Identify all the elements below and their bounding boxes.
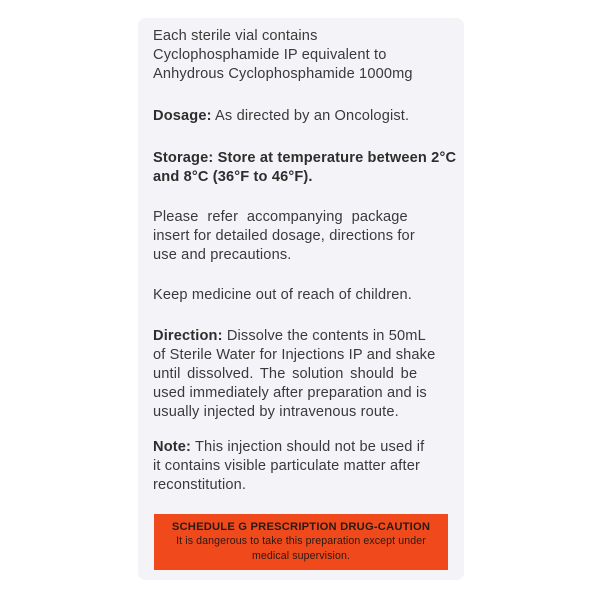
storage-line: Storage: Store at temperature between 2°C	[153, 150, 457, 166]
dosage-text	[153, 107, 448, 126]
direction-line: Dissolve the contents in 50mL	[222, 328, 426, 344]
composition-line: Each sterile vial contains	[153, 28, 318, 44]
note-line: reconstitution.	[153, 477, 247, 493]
storage-line: and 8°C (36°F to 46°F).	[153, 169, 313, 185]
note-text	[153, 438, 448, 495]
dosage-heading: Dosage:	[153, 108, 212, 124]
dosage-value: As directed by an Oncologist.	[211, 108, 410, 124]
direction-line: of Sterile Water for Injections IP and shake	[153, 347, 436, 363]
caution-text: It is dangerous to take this preparation except under	[176, 535, 426, 547]
medicine-label	[138, 18, 464, 580]
caution-title: SCHEDULE G PRESCRIPTION DRUG-CAUTION	[171, 521, 431, 533]
composition-line: Anhydrous Cyclophosphamide 1000mg	[153, 66, 413, 82]
storage-text	[153, 149, 457, 187]
refer-line: use and precautions.	[153, 247, 292, 263]
direction-heading: Direction:	[153, 328, 223, 344]
direction-line: used immediately after preparation and is	[153, 385, 427, 401]
note-line: it contains visible particulate matter after	[153, 458, 420, 474]
caution-text: medical supervision.	[252, 550, 350, 562]
keep-away-text: Keep medicine out of reach of children.	[153, 287, 412, 303]
direction-line: until dissolved. The solution should be	[153, 366, 418, 382]
composition-line: Cyclophosphamide IP equivalent to	[153, 47, 387, 63]
note-line: This injection should not be used if	[191, 439, 425, 455]
refer-line: insert for detailed dosage, directions for	[153, 228, 415, 244]
composition-text	[153, 27, 448, 84]
direction-text	[153, 327, 448, 422]
note-heading: Note:	[153, 439, 192, 455]
schedule-g-caution-box	[154, 514, 448, 570]
direction-line: usually injected by intravenous route.	[153, 404, 399, 420]
refer-line: Please refer accompanying package	[153, 209, 408, 225]
refer-text	[153, 208, 448, 265]
